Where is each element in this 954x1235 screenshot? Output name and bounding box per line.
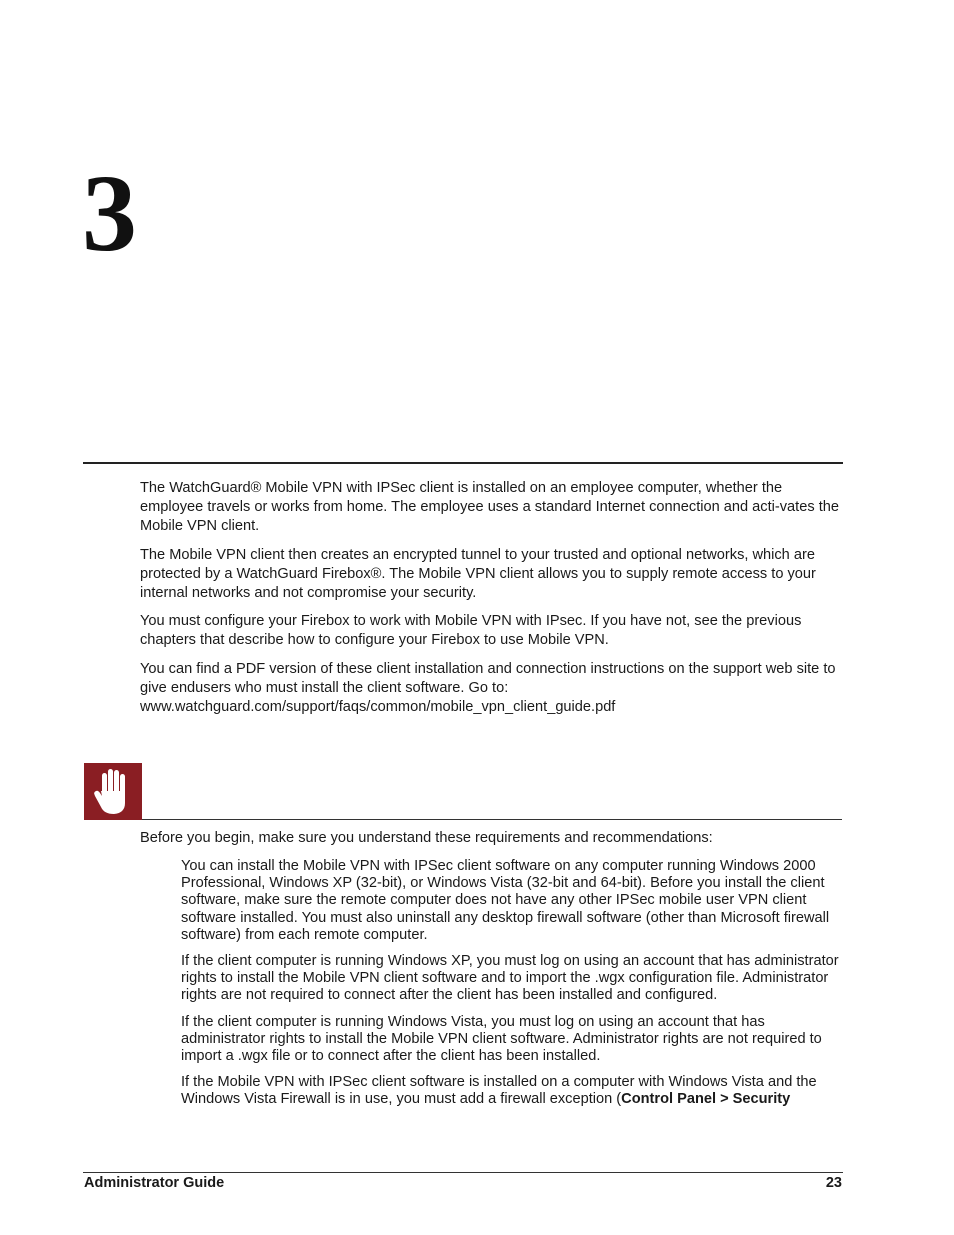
chapter-divider bbox=[83, 462, 843, 464]
requirement-item-text: If the Mobile VPN with IPSec client software is installed on a computer with Windows Vista and the Windows Vista Firewall is in use, you must add a firewall exception ( bbox=[181, 1074, 817, 1108]
requirement-item: If the client computer is running Windows XP, you must log on using an account that has administrator rights to install the Mobile VPN client software and to import the .wgx configuration file. Administrator rights are not required to connect after the client has been installed and configured. bbox=[181, 953, 839, 1004]
notice-divider bbox=[142, 819, 842, 820]
footer-title: Administrator Guide bbox=[84, 1175, 225, 1191]
intro-section bbox=[140, 479, 840, 726]
chapter-number: 3 bbox=[82, 152, 137, 274]
page-number: 23 bbox=[825, 1175, 842, 1191]
support-url: www.watchguard.com/support/faqs/common/mobile_vpn_client_guide.pdf bbox=[140, 699, 616, 716]
stop-hand-icon bbox=[84, 763, 142, 820]
footer-divider bbox=[83, 1172, 843, 1173]
intro-paragraph: You can find a PDF version of these client installation and connection instructions on the support web site to give endusers who must install the client software. Go to: bbox=[140, 660, 836, 696]
intro-paragraph: The Mobile VPN client then creates an encrypted tunnel to your trusted and optional networks, which are protected by a WatchGuard Firebox®. The Mobile VPN client allows you to supply remote access to your internal networks and not compromise your security. bbox=[140, 546, 816, 602]
requirement-item: You can install the Mobile VPN with IPSec client software on any computer running Windows 2000 Professional, Windows XP (32-bit), or Windows Vista (32-bit and 64-bit). Before you install the client software, make sure the remote computer does not have any other IPSec mobile user VPN client software installed. You must also uninstall any desktop firewall software (other than Microsoft firewall software) from each remote computer. bbox=[181, 858, 830, 943]
control-panel-path: Control Panel > Security bbox=[621, 1091, 791, 1108]
requirements-lead: Before you begin, make sure you understand these requirements and recommendations: bbox=[140, 830, 713, 846]
intro-paragraph: You must configure your Firebox to work with Mobile VPN with IPsec. If you have not, see the previous chapters that describe how to configure your Firebox to use Mobile VPN. bbox=[140, 613, 802, 649]
intro-paragraph: The WatchGuard® Mobile VPN with IPSec client is installed on an employee computer, whether the employee travels or works from home. The employee uses a standard Internet connection and acti-vates the Mobile VPN client. bbox=[140, 480, 839, 535]
requirement-item bbox=[181, 1074, 843, 1108]
requirement-item: If the client computer is running Windows Vista, you must log on using an account that has administrator rights to install the Mobile VPN client software. Administrator rights are not required to import a .wgx file or to connect after the client has been installed. bbox=[181, 1013, 822, 1065]
requirements-list bbox=[181, 858, 843, 1118]
